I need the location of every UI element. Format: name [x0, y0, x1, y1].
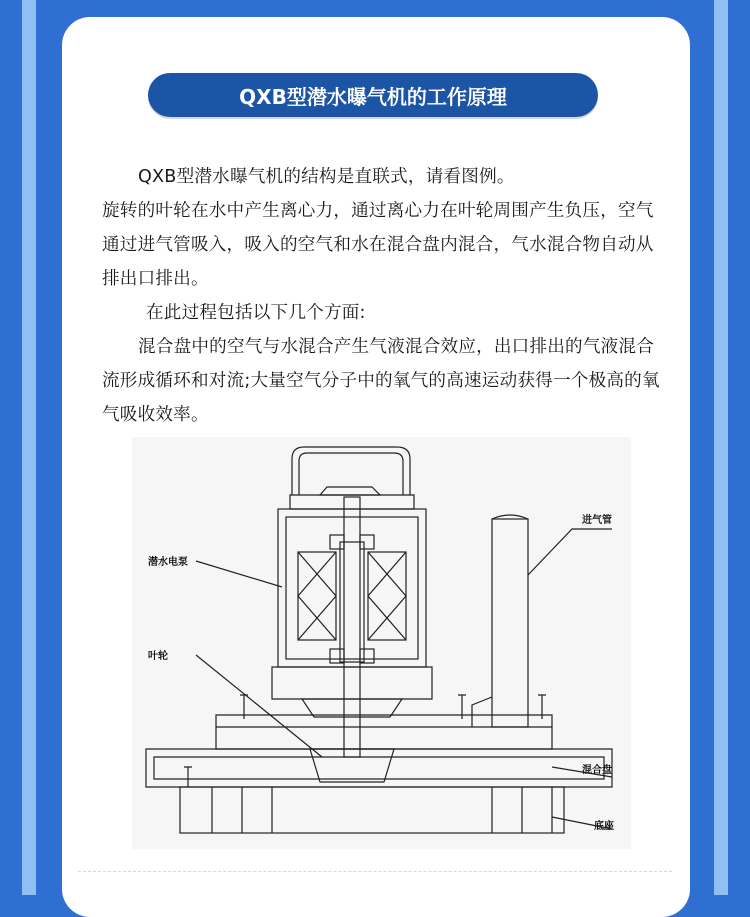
lifting-handle: [292, 447, 410, 495]
paragraph-process-intro: 在此过程包括以下几个方面:: [146, 303, 366, 323]
label-base: 底座: [594, 821, 614, 832]
description-text: [102, 160, 662, 432]
leader-impeller: [196, 655, 322, 757]
paragraph-effects: 混合盘中的空气与水混合产生气液混合效应，出口排出的气液混合流形成循环和对流;大量空气分子中的氧气的高速运动获得一个极高的氧气吸收效率。: [102, 337, 660, 425]
base-frame: [180, 787, 564, 833]
left-decor-band: [22, 0, 36, 895]
stator-left: [298, 552, 336, 640]
label-pump: 潜水电泵: [148, 557, 188, 568]
lower-housing: [272, 667, 432, 699]
aerator-diagram-svg: [132, 437, 631, 849]
label-intake: 进气管: [582, 515, 612, 526]
motor-housing: [278, 509, 426, 667]
paragraph-principle: 旋转的叶轮在水中产生离心力，通过离心力在叶轮周围产生负压，空气通过进气管吸入，吸入的空气和水在混合盘内混合，气水混合物自动从排出口排出。: [102, 201, 654, 289]
mixing-disc-body: [146, 749, 612, 787]
intake-pipe: [492, 519, 528, 727]
page-title: [148, 73, 598, 117]
leader-pump: [196, 561, 282, 587]
stator-right: [368, 552, 406, 640]
page-title-text: QXB型潜水曝气机的工作原理: [239, 84, 507, 109]
impeller-body: [310, 749, 394, 782]
section-divider: [78, 871, 672, 872]
right-decor-band: [714, 0, 728, 895]
label-impeller: 叶轮: [148, 651, 168, 662]
leader-intake: [528, 529, 612, 575]
paragraph-structure: QXB型潜水曝气机的结构是直联式，请看图例。: [138, 167, 515, 187]
main-shaft: [344, 497, 360, 757]
aerator-diagram: [132, 437, 631, 849]
label-mixing-disc: 混合盘: [582, 765, 612, 776]
